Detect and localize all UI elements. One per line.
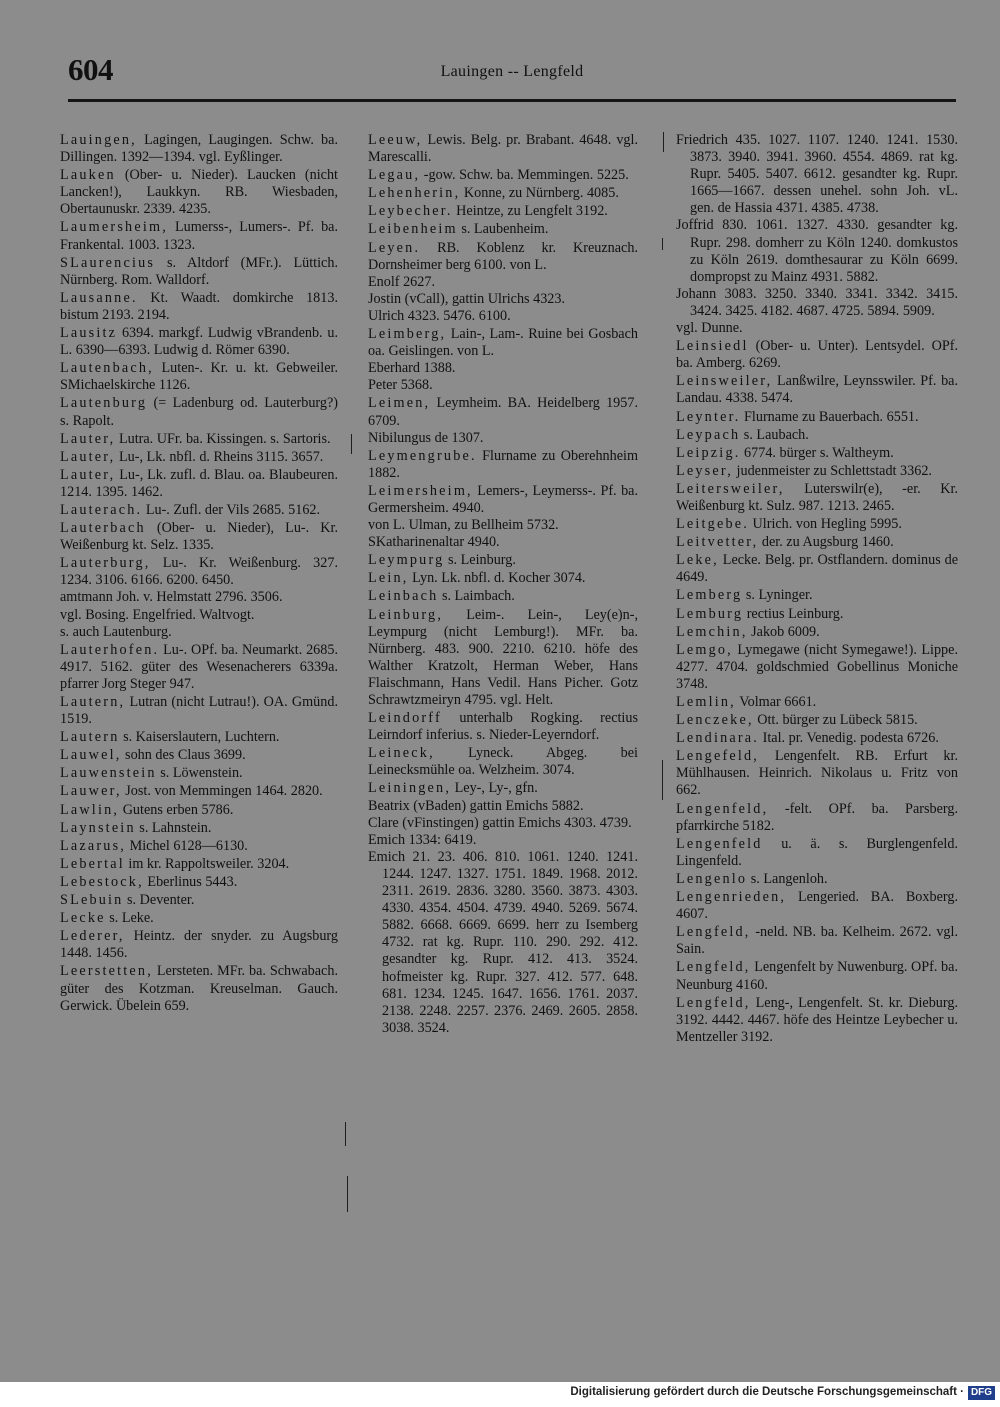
entry-text: (Ober- u. Unter). Lentsydel. OPf. ba. Amberg. 6269. (676, 338, 958, 372)
entry-text: u. ä. s. Burglengenfeld. Lingenfeld. (676, 835, 959, 869)
entry-headword: Leindorff (368, 710, 442, 727)
index-entry (368, 483, 638, 551)
entry-text: -felt. OPf. ba. Parsberg. pfarrkirche 5182. (676, 800, 958, 834)
index-entry (368, 185, 638, 202)
index-entry (676, 463, 958, 480)
entry-headword: Lecke (60, 910, 106, 927)
index-entry (676, 801, 958, 835)
entry-subentry: Enolf 2627. (368, 273, 435, 290)
entry-text: Volmar 6661. (739, 694, 817, 710)
entry-headword: Lemchin, (676, 623, 748, 640)
index-entry (676, 338, 958, 372)
entry-headword: Lautenbach, (60, 360, 154, 377)
page-number: 604 (68, 52, 113, 87)
index-entry (368, 240, 638, 325)
index-entry (60, 132, 338, 166)
entry-headword: Leitersweiler, (676, 480, 785, 497)
entry-subentry: Ulrich 4323. 5476. 6100. (368, 307, 511, 324)
entry-text: s. Leke. (109, 910, 154, 927)
entry-headword: Lawlin, (60, 801, 120, 818)
entry-text: rectius Leinburg. (746, 605, 844, 622)
entry-headword: Lengenfeld (676, 835, 763, 852)
index-entry (676, 516, 958, 533)
entry-subentry: Emich 21. 23. 406. 810. 1061. 1240. 1241. 1244. 1247. 1327. 1751. 1849. 1968. 2012. 2311. 2619. 2836. 3280. 3560. 3873. 4303. 4330. 4354. 4504. 4739. 4940. 5269. 5674. 5882. 6668. 6669. 6699. herr zu Isemberg 4732. rat kg. Rupr. 110. 290. 292. 412. gesandter kg. Rupr. 412. 413. 3524. hofmeister kg. Rupr. 327. 412. 577. 648. 681. 1234. 1245. 1647. 1656. 1761. 2037. 2138. 2248. 2257. 2376. 2469. 2605. 2858. 3038. 3524. (368, 848, 638, 1036)
entry-headword: Lazarus, (60, 837, 127, 854)
entry-text: s. Löwenstein. (160, 765, 243, 782)
index-entry (60, 765, 338, 782)
entry-headword: Leipzig. (676, 444, 741, 461)
index-entry (60, 502, 338, 519)
entry-text: (= Ladenburg od. Lauterburg?) s. Rapolt. (60, 395, 339, 429)
entry-text: s. Lyninger. (745, 587, 813, 604)
index-entry (368, 607, 638, 710)
entry-text: Ulrich. von Hegling 5995. (752, 516, 902, 533)
index-entry (368, 552, 638, 569)
entry-text: Heintz. der snyder. zu Augsburg 1448. 1456. (60, 928, 338, 962)
entry-headword: SLebuin (60, 892, 124, 909)
entry-headword: Leinbach (368, 588, 439, 605)
index-entry (60, 360, 338, 394)
entry-headword: Lauken (60, 167, 116, 184)
entry-headword: Lautern (60, 729, 120, 746)
entry-text: judenmeister zu Schlettstadt 3362. (736, 462, 932, 479)
entry-text: sohn des Claus 3699. (125, 747, 246, 764)
entry-headword: Lauterbach (60, 520, 146, 537)
column-divider (662, 238, 663, 250)
entry-headword: Lauterburg, (60, 555, 151, 572)
index-entry (676, 836, 958, 870)
entry-headword: Lengenrieden, (676, 889, 787, 906)
index-entry (676, 889, 958, 923)
entry-text: Lanßwilre, Leynsswiler. Pf. ba. Landau. 4338. 5474. (676, 373, 959, 407)
entry-subentry: s. auch Lautenburg. (60, 623, 172, 640)
entry-text: Leim-. Lein-, Ley(e)n-, Leympurg (nicht Lemburg!). MFr. ba. Nürnberg. 483. 900. 2210. 6210. höfe des Walther Kratzolt, Herman Weber, Hans Flaischmann, Hans Vedil. Hans Picher. Gotz Schrawtzmeiryn 4795. vgl. Helt. (368, 606, 638, 708)
index-entry (60, 802, 338, 819)
entry-text: Flurname zu Bauerbach. 6551. (744, 408, 919, 425)
entry-text: Lain-, Lam-. Ruine bei Gosbach oa. Geislingen. von L. (368, 326, 638, 360)
entry-headword: Leybecher. (368, 203, 453, 220)
entry-headword: Lausitz (60, 325, 118, 342)
index-entry (676, 995, 958, 1046)
entry-text: Lu-. Zufl. der Vils 2685. 5162. (145, 501, 321, 518)
index-entry (676, 871, 958, 888)
entry-headword: Laumersheim, (60, 219, 168, 236)
entry-text: s. Laubenheim. (461, 221, 549, 238)
entry-text: Lyneck. Abgeg. bei Leinecksmühle oa. Welzheim. 3074. (368, 745, 638, 779)
entry-text: Luterswilr(e), -er. Kr. Weißenburg kt. Sulz. 987. 1213. 2465. (676, 480, 958, 514)
entry-headword: Leitvetter, (676, 534, 759, 551)
entry-text: Ital. pr. Venedig. podesta 6726. (762, 730, 939, 747)
entry-headword: Lemberg (676, 587, 743, 604)
index-entry (676, 552, 958, 586)
entry-headword: Lauwer, (60, 783, 122, 800)
index-entry (368, 745, 638, 779)
entry-headword: Leyen. (368, 239, 421, 256)
entry-text: Eberlinus 5443. (147, 873, 238, 890)
index-entry (368, 780, 638, 1036)
index-entry (60, 325, 338, 359)
index-entry (368, 570, 638, 587)
entry-text: Lutra. UFr. ba. Kissingen. s. Sartoris. (118, 430, 331, 447)
entry-headword: Legau, (368, 167, 421, 184)
entry-headword: Lendinara. (676, 730, 760, 747)
index-entry (368, 710, 638, 744)
entry-subentry: Johann 3083. 3250. 3340. 3341. 3342. 3415. 3424. 3425. 4182. 4687. 4725. 5894. 5909. (676, 285, 958, 319)
entry-text: im kr. Rappoltsweiler. 3204. (128, 855, 290, 872)
index-entry (60, 747, 338, 764)
entry-subentry: Emich 1334: 6419. (368, 831, 477, 848)
entry-headword: Leerstetten, (60, 963, 153, 980)
entry-text: Flurname zu Oberehnheim 1882. (368, 447, 639, 481)
entry-text: unterhalb Rogking. rectius Leirndorf inferius. s. Nieder-Leyerndorf. (368, 710, 638, 744)
index-entry (676, 959, 958, 993)
entry-headword: Lauterach. (60, 501, 143, 518)
entry-headword: SLaurencius (60, 254, 156, 271)
entry-text: Lu-. OPf. ba. Neumarkt. 2685. 4917. 5162. güter des Wesenacherers 6339a. pfarrer Jorg Steger 947. (60, 641, 338, 692)
index-entry (368, 395, 638, 446)
entry-headword: Lausanne. (60, 289, 138, 306)
entry-headword: Leke, (676, 552, 719, 569)
index-entry (60, 856, 338, 873)
index-entry (60, 910, 338, 927)
entry-text: 6774. bürger s. Waltheym. (744, 444, 894, 461)
index-entry (676, 624, 958, 641)
entry-text: Jost. von Memmingen 1464. 2820. (125, 783, 323, 800)
entry-headword: Lebestock, (60, 873, 144, 890)
index-entry (368, 326, 638, 394)
running-title: Lauingen -- Lengfeld (440, 63, 584, 80)
index-entry (676, 481, 958, 515)
index-entry (60, 255, 338, 289)
entry-subentry: amtmann Joh. v. Helmstatt 2796. 3506. (60, 589, 283, 606)
entry-headword: Leimen, (368, 395, 431, 412)
index-entry (60, 467, 338, 501)
index-entry (60, 290, 338, 324)
index-entry (60, 783, 338, 800)
entry-text: s. Lahnstein. (139, 819, 212, 836)
entry-text: RB. Koblenz kr. Kreuznach. Dornsheimer berg 6100. von L. (368, 239, 638, 273)
index-entry (368, 221, 638, 238)
index-entry (60, 874, 338, 891)
entry-subentry: Joffrid 830. 1061. 1327. 4330. gesandter kg. Rupr. 298. domherr zu Köln 1240. domkustos zu Köln 2619. domthesaurar zu Köln 6699. dompropst zu Mainz 4931. 5882. (676, 217, 958, 285)
index-entry (676, 924, 958, 958)
index-entry (60, 449, 338, 466)
index-entry (60, 838, 338, 855)
entry-text: Lengenfelt. RB. Erfurt kr. Mühlhausen. Heinrich. Nikolaus u. Fritz von 662. (676, 748, 958, 799)
footer-bar (0, 1382, 1000, 1407)
entry-headword: Lengfeld, (676, 924, 751, 941)
column-divider (345, 1122, 346, 1146)
funding-notice: Digitalisierung gefördert durch die Deutsche Forschungsgemeinschaft · (570, 1386, 964, 1398)
entry-text: Lengenfelt by Nuwenburg. OPf. ba. Neunburg 4160. (676, 959, 958, 993)
entry-headword: Lengenlo (676, 870, 748, 887)
entry-text: Lutran (nicht Lutrau!). OA. Gmünd. 1519. (60, 694, 338, 728)
entry-text: Lymegawe (nicht Symegawe!). Lippe. 4277. 4704. goldschmied Gobellinus Moniche 3748. (676, 641, 958, 692)
entry-text: Ott. bürger zu Lübeck 5815. (757, 712, 918, 729)
entry-text: Lecke. Belg. pr. Ostflandern. dominus de 4649. (676, 552, 958, 586)
entry-headword: Leymengrube. (368, 447, 477, 464)
entry-headword: Leineck, (368, 745, 435, 762)
entry-text: s. Deventer. (127, 892, 195, 909)
entry-headword: Lautenburg (60, 395, 148, 412)
entry-headword: Leiningen, (368, 780, 452, 797)
entry-subentry: Eberhard 1388. (368, 360, 456, 377)
entry-text: (Ober- u. Nieder). Laucken (nicht Lancken!), Laukkyn. RB. Wiesbaden, Obertaunuskr. 2339. 4235. (60, 167, 338, 218)
entry-headword: Leinsiedl (676, 338, 749, 355)
entry-text: Lemers-, Leymerss-. Pf. ba. Germersheim. 4940. (368, 482, 639, 516)
entry-subentry: von L. Ulman, zu Bellheim 5732. (368, 517, 559, 534)
index-entry (60, 729, 338, 746)
entry-headword: Lauwenstein (60, 765, 157, 782)
entry-headword: Lauter, (60, 466, 116, 483)
entry-headword: Lengefeld, (676, 748, 760, 765)
index-entry (60, 555, 338, 640)
page-header (68, 52, 956, 92)
entry-text: Luten-. Kr. u. kt. Gebweiler. SMichaelskirche 1126. (60, 360, 339, 394)
index-entry (60, 395, 338, 429)
entry-headword: Lengfeld, (676, 959, 751, 976)
column-2 (368, 132, 638, 1038)
index-entry (676, 409, 958, 426)
entry-text: Ley-, Ly-, gfn. (454, 780, 538, 797)
index-entry (676, 606, 958, 623)
index-entry (60, 219, 338, 253)
entry-text: s. Leinburg. (448, 552, 516, 569)
index-entry (60, 520, 338, 554)
entry-text: Lewis. Belg. pr. Brabant. 4648. vgl. Marescalli. (368, 132, 638, 166)
header-rule (68, 99, 956, 102)
index-entry (676, 730, 958, 747)
entry-text: s. Laubach. (743, 426, 809, 443)
entry-subentry: Peter 5368. (368, 377, 433, 394)
entry-text: 6394. markgf. Ludwig vBrandenb. u. L. 6390—6393. Ludwig d. Römer 6390. (60, 325, 338, 359)
entry-text: Lersteten. MFr. ba. Schwabach. güter des Kotzman. Kreuselman. Gauch. Gerwick. Übelein 659. (60, 963, 338, 1014)
index-entry (60, 892, 338, 909)
entry-headword: Lauterhofen. (60, 641, 160, 658)
entry-text: -gow. Schw. ba. Memmingen. 5225. (423, 167, 629, 184)
column-divider (663, 132, 664, 152)
entry-text: s. Altdorf (MFr.). Lüttich. Nürnberg. Rom. Walldorf. (60, 254, 338, 288)
entry-headword: Leympurg (368, 552, 445, 569)
index-entry (60, 167, 338, 218)
entry-text: Michel 6128—6130. (129, 837, 248, 854)
index-entry (60, 694, 338, 728)
entry-headword: Leimberg, (368, 326, 447, 343)
index-entry (60, 820, 338, 837)
entry-headword: Leyser, (676, 462, 733, 479)
index-entry (676, 445, 958, 462)
entry-headword: Lauwel, (60, 747, 122, 764)
index-entry (676, 132, 958, 337)
column-3 (676, 132, 958, 1047)
entry-headword: Leibenheim (368, 221, 458, 238)
entry-subentry: Clare (vFinstingen) gattin Emichs 4303. 4739. (368, 814, 632, 831)
entry-text: -neld. NB. ba. Kelheim. 2672. vgl. Sain. (676, 924, 959, 958)
entry-text: Lumerss-, Lumers-. Pf. ba. Frankental. 1003. 1323. (60, 219, 339, 253)
entry-headword: Lauter, (60, 448, 116, 465)
index-entry (368, 167, 638, 184)
entry-text: Lu-. Kr. Weißenburg. 327. 1234. 3106. 6166. 6200. 6450. (60, 555, 338, 589)
entry-headword: Leimersheim, (368, 482, 473, 499)
entry-headword: Leynter. (676, 408, 741, 425)
entry-text: Kt. Waadt. domkirche 1813. bistum 2193. 2194. (60, 289, 338, 323)
entry-headword: Leitgebe. (676, 516, 749, 533)
index-entry (60, 642, 338, 693)
index-entry (60, 928, 338, 962)
entry-text: Gutens erben 5786. (122, 801, 234, 818)
entry-subentry: Beatrix (vBaden) gattin Emichs 5882. (368, 797, 584, 814)
entry-headword: Leinburg, (368, 606, 444, 623)
index-entry (676, 427, 958, 444)
index-entry (60, 963, 338, 1014)
entry-headword: Lenczeke, (676, 712, 754, 729)
entry-headword: Lehenherin, (368, 185, 461, 202)
entry-text: Lu-, Lk. zufl. d. Blau. oa. Blaubeuren. 1214. 1395. 1462. (60, 466, 338, 500)
entry-headword: Lengenfeld, (676, 800, 769, 817)
index-entry (368, 203, 638, 220)
entry-headword: Laynstein (60, 819, 136, 836)
index-entry (676, 748, 958, 799)
entry-text: Lu-, Lk. nbfl. d. Rheins 3115. 3657. (118, 448, 324, 465)
index-entry (676, 694, 958, 711)
column-1 (60, 132, 338, 1016)
entry-text: Lagingen, Laugingen. Schw. ba. Dillingen. 1392—1394. vgl. Eyßlinger. (60, 132, 338, 166)
entry-headword: Leinsweiler, (676, 373, 773, 390)
entry-subentry: vgl. Dunne. (676, 320, 743, 337)
entry-text: s. Kaiserslautern, Luchtern. (123, 729, 280, 746)
entry-headword: Leypach (676, 426, 741, 443)
entry-subentry: Friedrich 435. 1027. 1107. 1240. 1241. 1530. 3873. 3940. 3941. 3960. 4554. 4869. rat kg. Rupr. 5405. 5407. 6612. gesandter kg. Rupr. 1665—1667. dessen unehel. sohn Joh. vL. gen. de Hassia 4371. 4385. 4738. (676, 132, 958, 217)
entry-text: Lengeried. BA. Boxberg. 4607. (676, 889, 958, 923)
entry-headword: Lemgo, (676, 641, 733, 658)
index-entry (676, 373, 958, 407)
index-entry (368, 448, 638, 482)
entry-text: (Ober- u. Nieder), Lu-. Kr. Weißenburg kt. Selz. 1335. (60, 520, 338, 554)
entry-headword: Lederer, (60, 928, 125, 945)
dfg-logo: DFG (968, 1386, 995, 1400)
index-entry (676, 712, 958, 729)
entry-headword: Lemlin, (676, 694, 736, 710)
index-entry (676, 534, 958, 551)
entry-text: Jakob 6009. (751, 623, 820, 640)
entry-text: Lyn. Lk. nbfl. d. Kocher 3074. (412, 570, 586, 587)
column-divider (662, 760, 663, 800)
entry-subentry: Nibilungus de 1307. (368, 429, 484, 446)
entry-headword: Lebertal (60, 855, 125, 872)
entry-headword: Lauingen, (60, 132, 137, 148)
index-entry (676, 587, 958, 604)
entry-headword: Lein, (368, 570, 409, 587)
column-divider (347, 1176, 348, 1212)
entry-text: Konne, zu Nürnberg. 4085. (463, 185, 619, 202)
entry-headword: Lengfeld, (676, 994, 751, 1011)
entry-headword: Lemburg (676, 605, 744, 622)
column-divider (351, 434, 352, 454)
entry-text: Leng-, Lengenfelt. St. kr. Dieburg. 3192. 4442. 4467. höfe des Heintze Leybecher u. Mentzeller 3192. (676, 994, 958, 1045)
entry-text: s. Laimbach. (441, 588, 515, 605)
entry-subentry: Jostin (vCall), gattin Ulrichs 4323. (368, 290, 566, 307)
entry-text: der. zu Augsburg 1460. (761, 534, 894, 551)
entry-text: s. Langenloh. (750, 870, 828, 887)
entry-subentry: SKatharinenaltar 4940. (368, 534, 500, 551)
entry-text: Heintze, zu Lengfelt 3192. (456, 203, 608, 220)
entry-headword: Lauter, (60, 430, 116, 447)
index-entry (368, 588, 638, 605)
entry-subentry: vgl. Bosing. Engelfried. Waltvogt. (60, 606, 255, 623)
entry-text: Leymheim. BA. Heidelberg 1957. 6709. (368, 395, 638, 429)
entry-headword: Lautern, (60, 694, 126, 710)
entry-headword: Leeuw, (368, 132, 423, 148)
index-entry (676, 642, 958, 693)
index-entry (60, 431, 338, 448)
index-entry (368, 132, 638, 166)
